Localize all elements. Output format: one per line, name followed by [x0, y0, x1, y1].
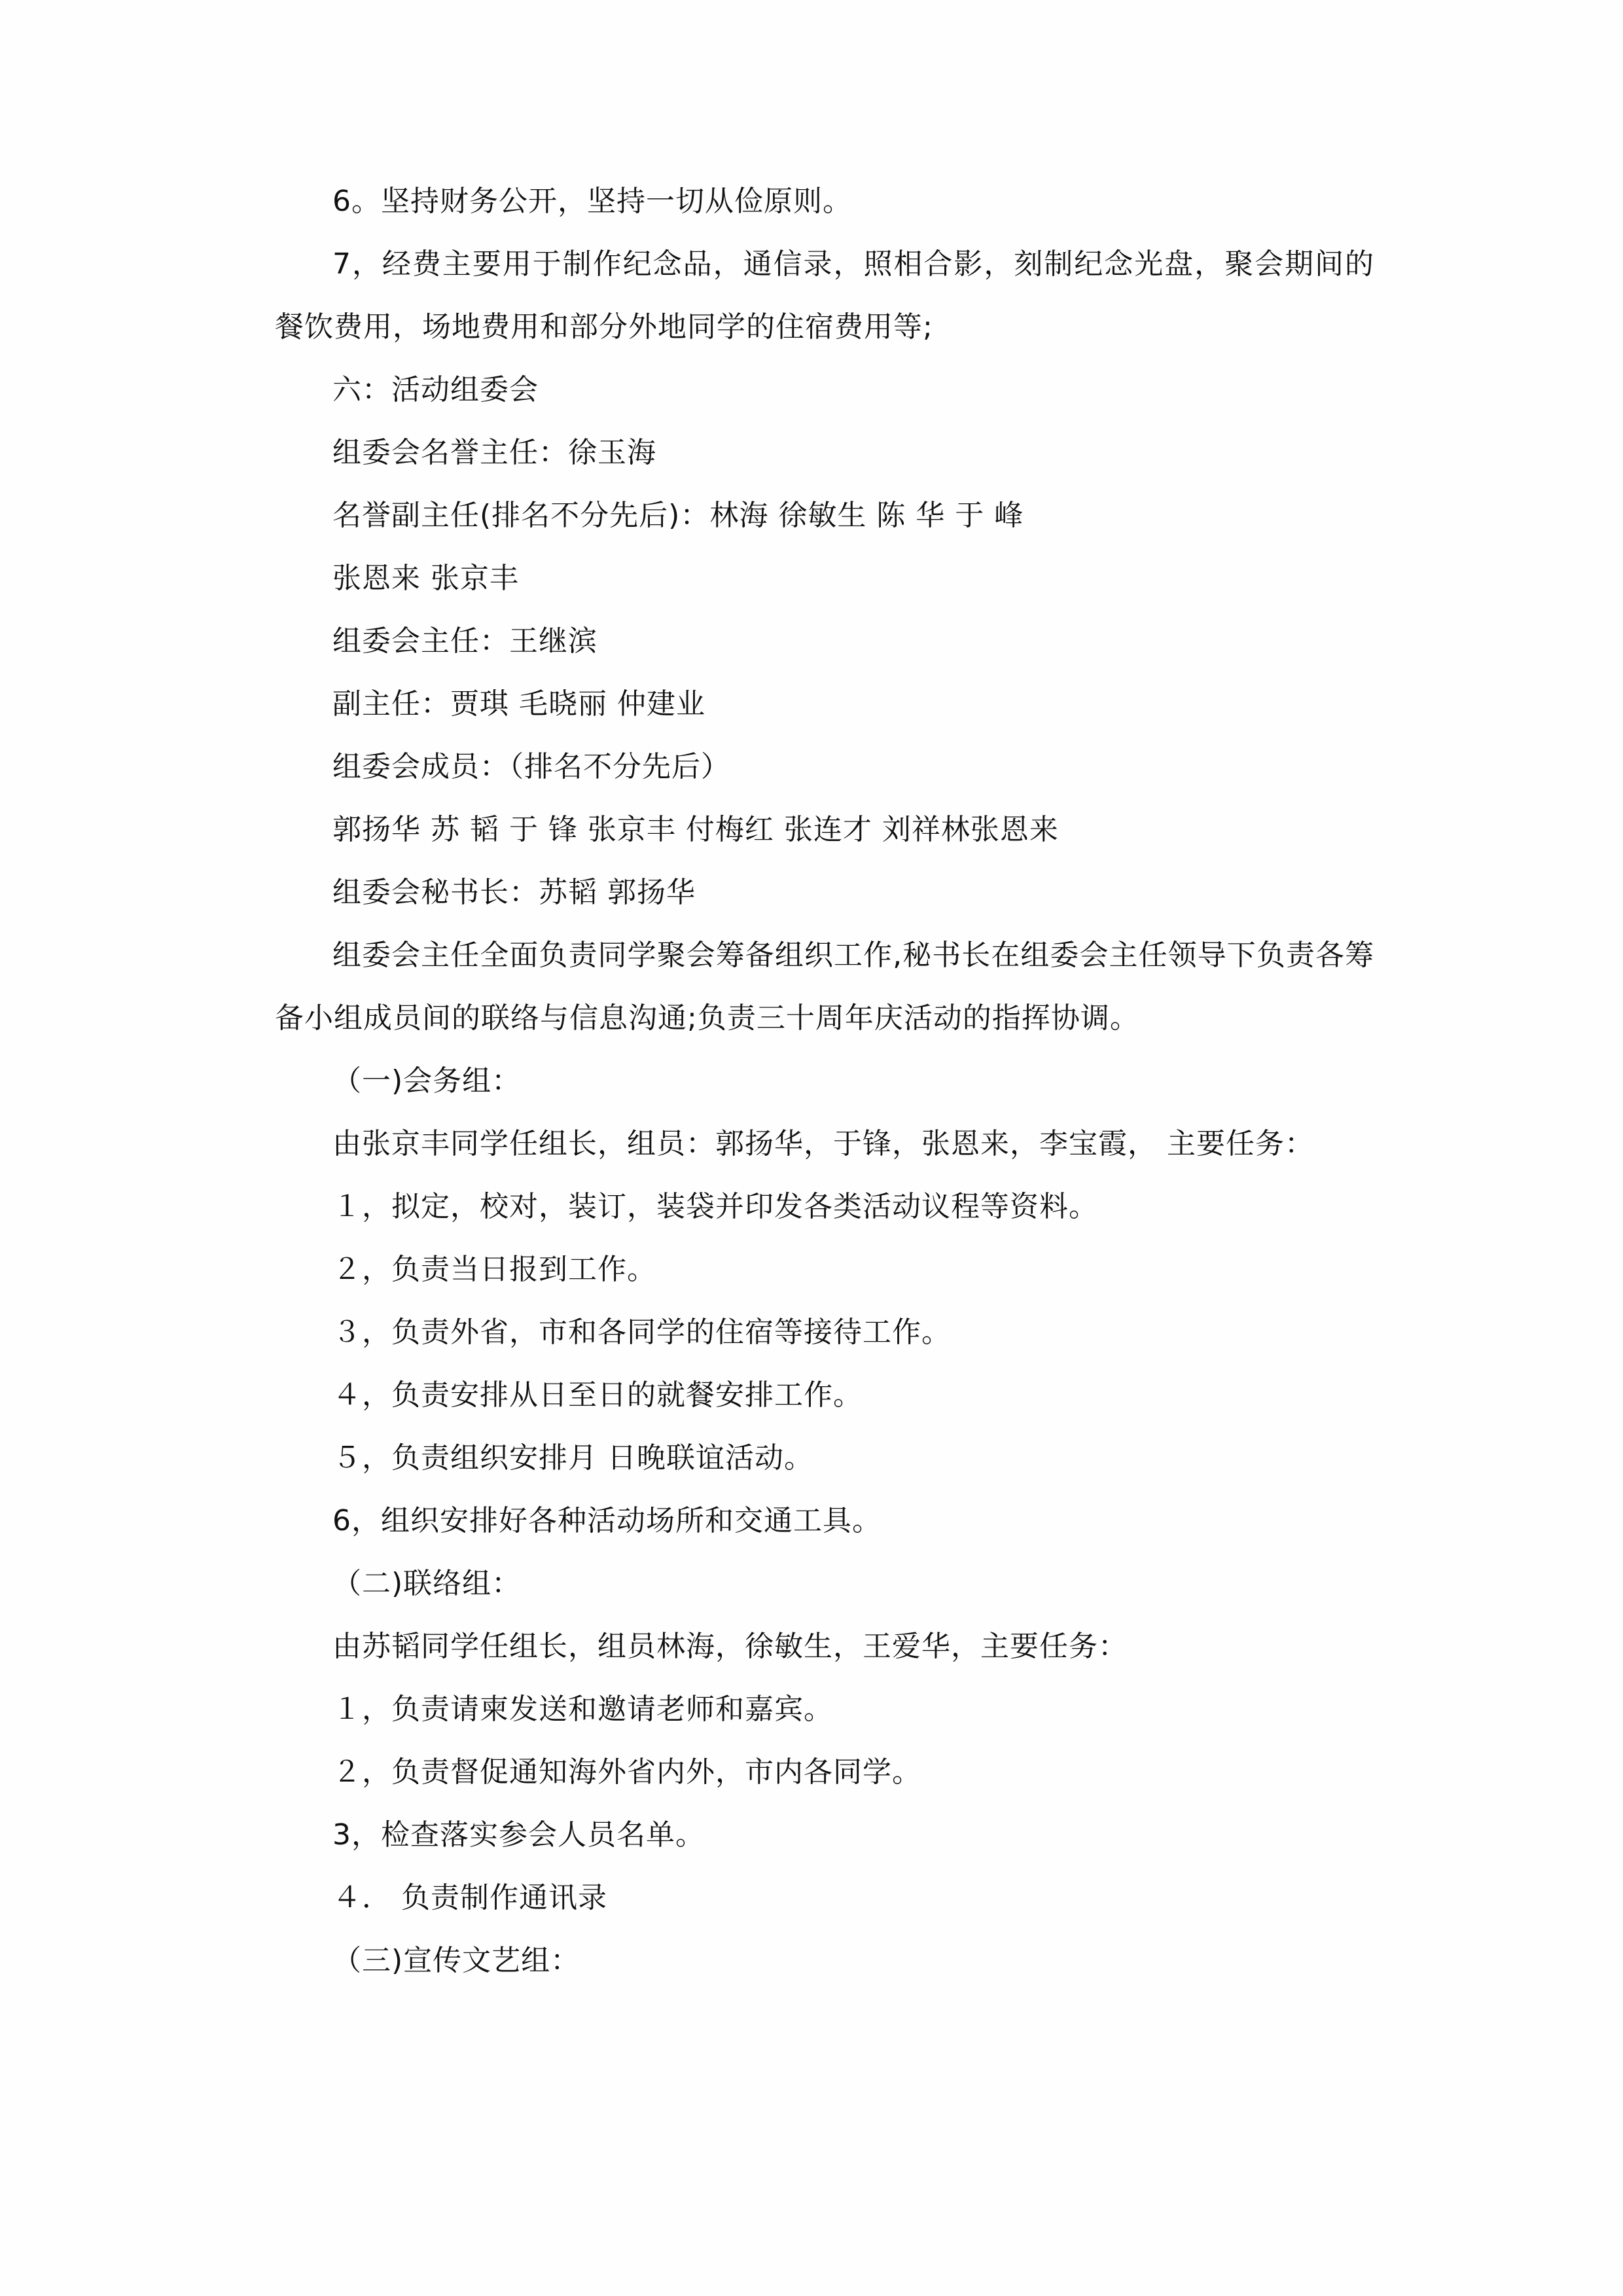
paragraph: ４，负责安排从日至日的就餐安排工作。 [332, 1378, 863, 1412]
paragraph: １，拟定，校对，装订，装袋并印发各类活动议程等资料。 [332, 1190, 1098, 1223]
paragraph: 由张京丰同学任组长，组员：郭扬华，于锋，张恩来，李宝霞， 主要任务： [332, 1127, 1314, 1160]
paragraph: 6。坚持财务公开，坚持一切从俭原则。 [332, 185, 852, 218]
paragraph: 郭扬华 苏 韬 于 锋 张京丰 付梅红 张连才 刘祥林张恩来 [332, 813, 1059, 846]
paragraph: 六：活动组委会 [332, 373, 539, 406]
paragraph: ２，负责督促通知海外省内外，市内各同学。 [332, 1755, 921, 1789]
paragraph: 组委会主任：王继滨 [332, 624, 597, 658]
paragraph: 组委会主任全面负责同学聚会筹备组织工作,秘书长在组委会主任领导下负责各筹备小组成员间的联络与信息沟通;负责三十周年庆活动的指挥协调。 [275, 939, 1374, 1035]
paragraph: （二)联络组： [332, 1567, 522, 1600]
paragraph: 副主任：贾琪 毛晓丽 仲建业 [332, 687, 705, 721]
paragraph: （一)会务组： [332, 1064, 522, 1098]
paragraph: 名誉副主任(排名不分先后)：林海 徐敏生 陈 华 于 峰 [332, 499, 1024, 532]
paragraph: 7，经费主要用于制作纪念品，通信录，照相合影，刻制纪念光盘，聚会期间的餐饮费用，场地费用和部分外地同学的住宿费用等; [275, 247, 1374, 344]
paragraph: 组委会秘书长：苏韬 郭扬华 [332, 876, 696, 909]
paragraph: １，负责请柬发送和邀请老师和嘉宾。 [332, 1693, 833, 1726]
paragraph: 组委会名誉主任：徐玉海 [332, 436, 656, 469]
paragraph: 张恩来 张京丰 [332, 562, 519, 595]
paragraph: ４． 负责制作通讯录 [332, 1881, 607, 1914]
paragraph: 组委会成员：（排名不分先后） [332, 750, 730, 783]
paragraph: 由苏韬同学任组长，组员林海，徐敏生，王爱华，主要任务： [332, 1630, 1128, 1663]
paragraph: ３，负责外省，市和各同学的住宿等接待工作。 [332, 1316, 951, 1349]
paragraph: 3，检查落实参会人员名单。 [332, 1818, 705, 1852]
paragraph: ５，负责组织安排月 日晚联谊活动。 [332, 1441, 813, 1475]
document-body [275, 170, 1374, 1992]
paragraph: （三)宣传文艺组： [332, 1944, 580, 1977]
paragraph: 6，组织安排好各种活动场所和交通工具。 [332, 1504, 882, 1537]
paragraph: ２，负责当日报到工作。 [332, 1253, 656, 1286]
